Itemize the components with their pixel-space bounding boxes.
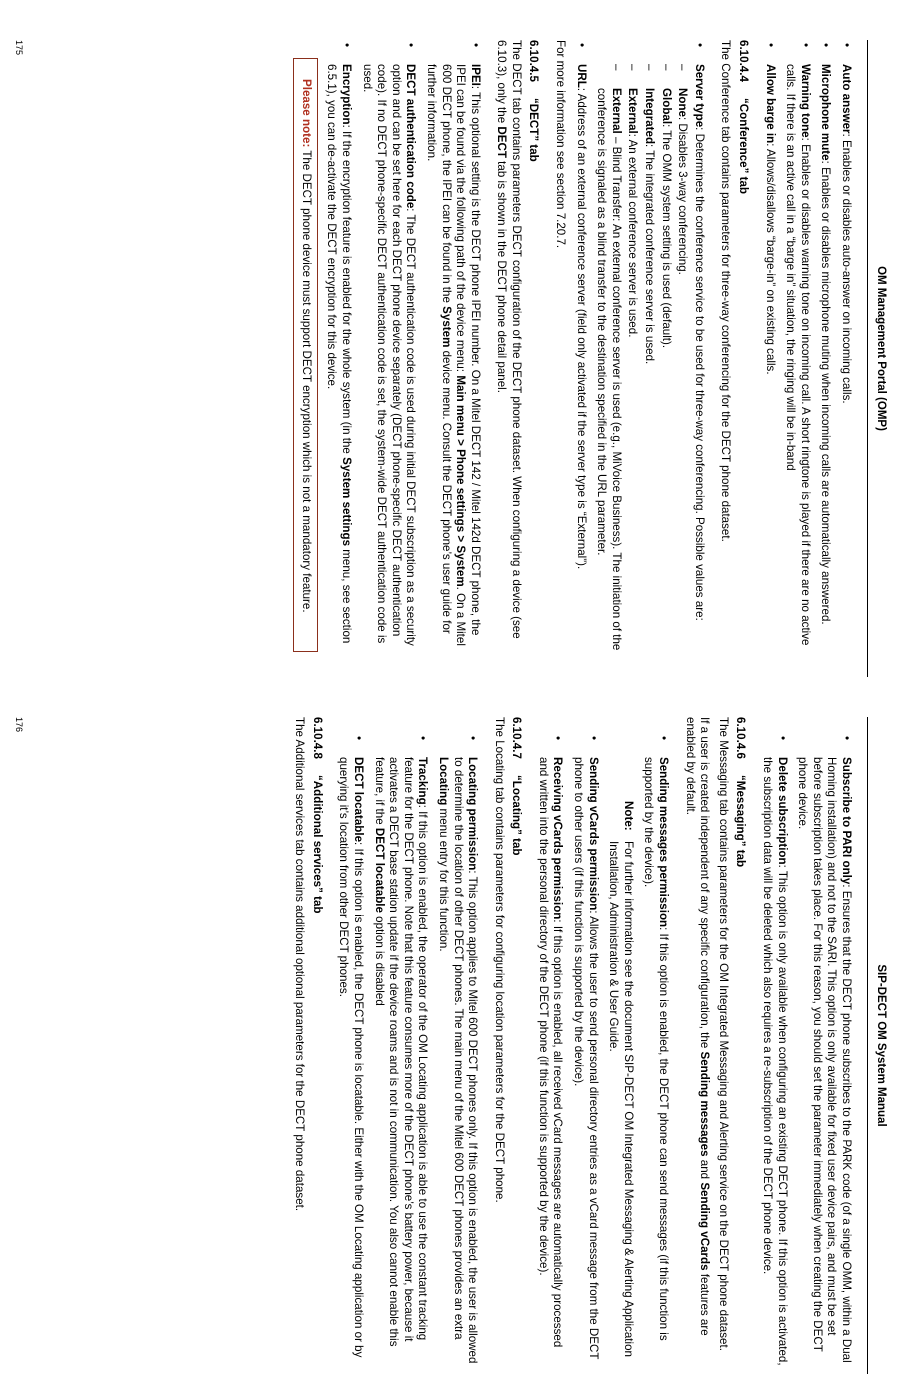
list-item: • Encryption: If the encryption feature is enabled for the whole system (in the System settings menu, see section 6.5.1), you can de-activate the DECT encryption for this device.	[324, 40, 353, 655]
list-item: • Locating permission: This option applies to Mitel 600 DECT phones only. If this option is enabled, the user is allowed to determine the location of other DECT phones. The main menu of the Mitel 600 DECT phones provides an extra Locating menu entry for this function.	[435, 733, 479, 1367]
locating-bullets	[336, 733, 479, 1367]
list-item: • DECT authentication code: The DECT authentication code is used during initial DECT subscription as a security option and can be set here for each DECT phone device separately (DECT phone-specific DECT authentication code). If no DECT phone-specific DECT authentication code is set, the system-wide DECT authentication code is used.	[359, 40, 417, 655]
list-item: • Tracking: If this option is enabled, the operator of the OM Locating application is able to use the constant tracking feature for the DECT phone. Note that this feature consumes more of the DECT phone’s battery power, because it activates a DECT base station update if the device roams and is not in communication. You also cannot enable this feature, if the DECT locatable option is disabled	[371, 733, 429, 1367]
list-item: • Auto answer: Enables or disables auto-answer on incoming calls.	[838, 40, 853, 655]
section-intro: The Messaging tab contains parameters for the OM Integrated Messaging and Alerting service on the DECT phone dataset.	[716, 717, 730, 1351]
list-item: • IPEI: This optional setting is the DECT phone IPEI number. On a Mitel DECT 142 / Mitel 142d DECT phone, the IPEI can be found via the following path of the device menu: Main menu > Phone settings > System. On a Mitel 600 DECT phone, the IPEI can be found in the System device menu. Consult the DECT phone’s user guide for further information.	[423, 40, 481, 655]
conference-bullets	[573, 40, 706, 655]
list-item: • Warning tone: Enables or disables warning tone on incoming call. A short ringtone is played if there are no active calls. If there is an active call in a “barge in” situation, the ringing will be in-band	[783, 40, 812, 655]
note-block	[606, 801, 635, 1367]
header-rule	[867, 717, 868, 1374]
section-heading-conference: 6.10.4.4“Conference” tab	[737, 40, 751, 194]
list-item: • Sending messages permission: If this option is enabled, the DECT phone can send messages (if this function is supported by the device). Note: For further information see the document SIP-DECT OM Integrated Messaging & Alerting Application Installation, Administration & User Guide.	[606, 733, 670, 1367]
list-item: • Delete subscription: This option is only available when configuring an existing DECT phone. If this option is activated, the subscription data will be deleted which also requires a re-subscription of the DECT phone device.	[759, 733, 788, 1367]
note-text: For further information see the document SIP-DECT OM Integrated Messaging & Alerting Application Installation, Administration & User Guide.	[607, 841, 635, 1357]
page-header: SIP-DECT OM System Manual	[875, 964, 887, 1127]
page-number: 175	[14, 40, 24, 56]
section-intro: The DECT tab contains parameters DECT configuration of the DECT phone dataset. When configuring a device (see 6.10.3), only the DECT tab is shown in the DECT phone detail panel.	[495, 40, 523, 639]
page-header: OM Management Portal (OMP)	[875, 266, 887, 431]
list-item: – Global: The OMM system setting is used (default).	[658, 64, 673, 655]
more-info: For more information see section 7.20.7.	[554, 40, 568, 249]
list-item: – External – Blind Transfer: An external conference server is used (e.g., MiVoice Business). The initiation of the conference is signaled as a blind transfer to the destination specified in the URL parameter.	[594, 64, 623, 655]
please-note-box	[293, 58, 318, 652]
server-type-values	[594, 64, 690, 655]
list-item: • URL: Address of an external conference server (field only activated if the server type is “External”).	[573, 40, 588, 655]
note-label: Please note:	[299, 79, 313, 148]
messaging-bullets	[535, 733, 670, 1367]
note-text: The DECT phone device must support DECT encryption which is not a mandatory feature.	[299, 147, 313, 613]
page-body	[280, 717, 853, 1367]
section-heading-messaging: 6.10.4.6“Messaging” tab	[734, 717, 748, 868]
dect-bullets	[324, 40, 482, 655]
list-item: • Receiving vCards permission: If this option is enabled, all received vCard messages are automatically processed and written into the personal directory of the DECT phone (if this function is supported by the device).	[535, 733, 564, 1367]
list-item: • Sending vCards permission: Allows the user to send personal directory entries as a vCard message from the DECT phone to other users (if this function is supported by the device).	[571, 733, 600, 1367]
section-heading-dect: 6.10.4.5“DECT” tab	[527, 40, 541, 162]
page-176	[0, 697, 901, 1394]
list-item: • Subscribe to PARI only: Ensures that the DECT phone subscribes to the PARK code (of a single OMM, within a Dual Homing installation) and not to the SARI. This option is only available for fixed user device pairs, and must be set before subscription takes place. For this reason, you should set the parameter immediately when creating the DECT phone device.	[795, 733, 853, 1367]
section-heading-locating: 6.10.4.7“Locating” tab	[510, 717, 524, 856]
intro-bullets	[762, 40, 853, 655]
page-number: 176	[14, 717, 24, 733]
header-rule	[867, 40, 868, 677]
list-item: • Server type: Determines the conference service to be used for three-way conferencing. Possible values are: – None: Disables 3-way conferencing. – Global: The OMM system setting is used (default). – Integrated: The integrated conference server is used. – External: An external conference server is used. – External – Blind Transfer: An external conference server is used (e.g., MiVoice Business). The initiation of the conference is signaled as a blind transfer to the destination specified in the URL parameter.	[594, 40, 706, 655]
list-item: • Microphone mute: Enables or disables microphone muting when incoming calls are automatically answered.	[818, 40, 833, 655]
section-heading-additional: 6.10.4.8“Additional services” tab	[310, 717, 324, 914]
section-intro: The Locating tab contains parameters for configuring location parameters for the DECT phone.	[492, 717, 506, 1203]
list-item: • Allow barge in: Allows/disallows “barge-in” on existing calls.	[762, 40, 777, 655]
list-item: – External: An external conference server is used.	[625, 64, 640, 655]
list-item: • DECT locatable: If this option is enabled, the DECT phone is locatable. Either with the OM Locating application or by querying it’s location from other DECT phones.	[336, 733, 365, 1367]
intro-bullets	[759, 733, 853, 1367]
page-body	[293, 40, 853, 655]
note-label: Note:	[621, 801, 635, 831]
list-item: – Integrated: The integrated conference server is used.	[641, 64, 656, 655]
section-intro: The Conference tab contains parameters for three-way conferencing for the DECT phone dataset.	[719, 40, 733, 542]
list-item: – None: Disables 3-way conferencing.	[675, 64, 690, 655]
section-intro: The Additional services tab contains additional optional parameters for the DECT phone dataset.	[293, 717, 307, 1212]
section-intro-2: If a user is created independent of any specific configuration, the Sending messages and Sending vCards features are enabled by default.	[683, 717, 712, 1336]
